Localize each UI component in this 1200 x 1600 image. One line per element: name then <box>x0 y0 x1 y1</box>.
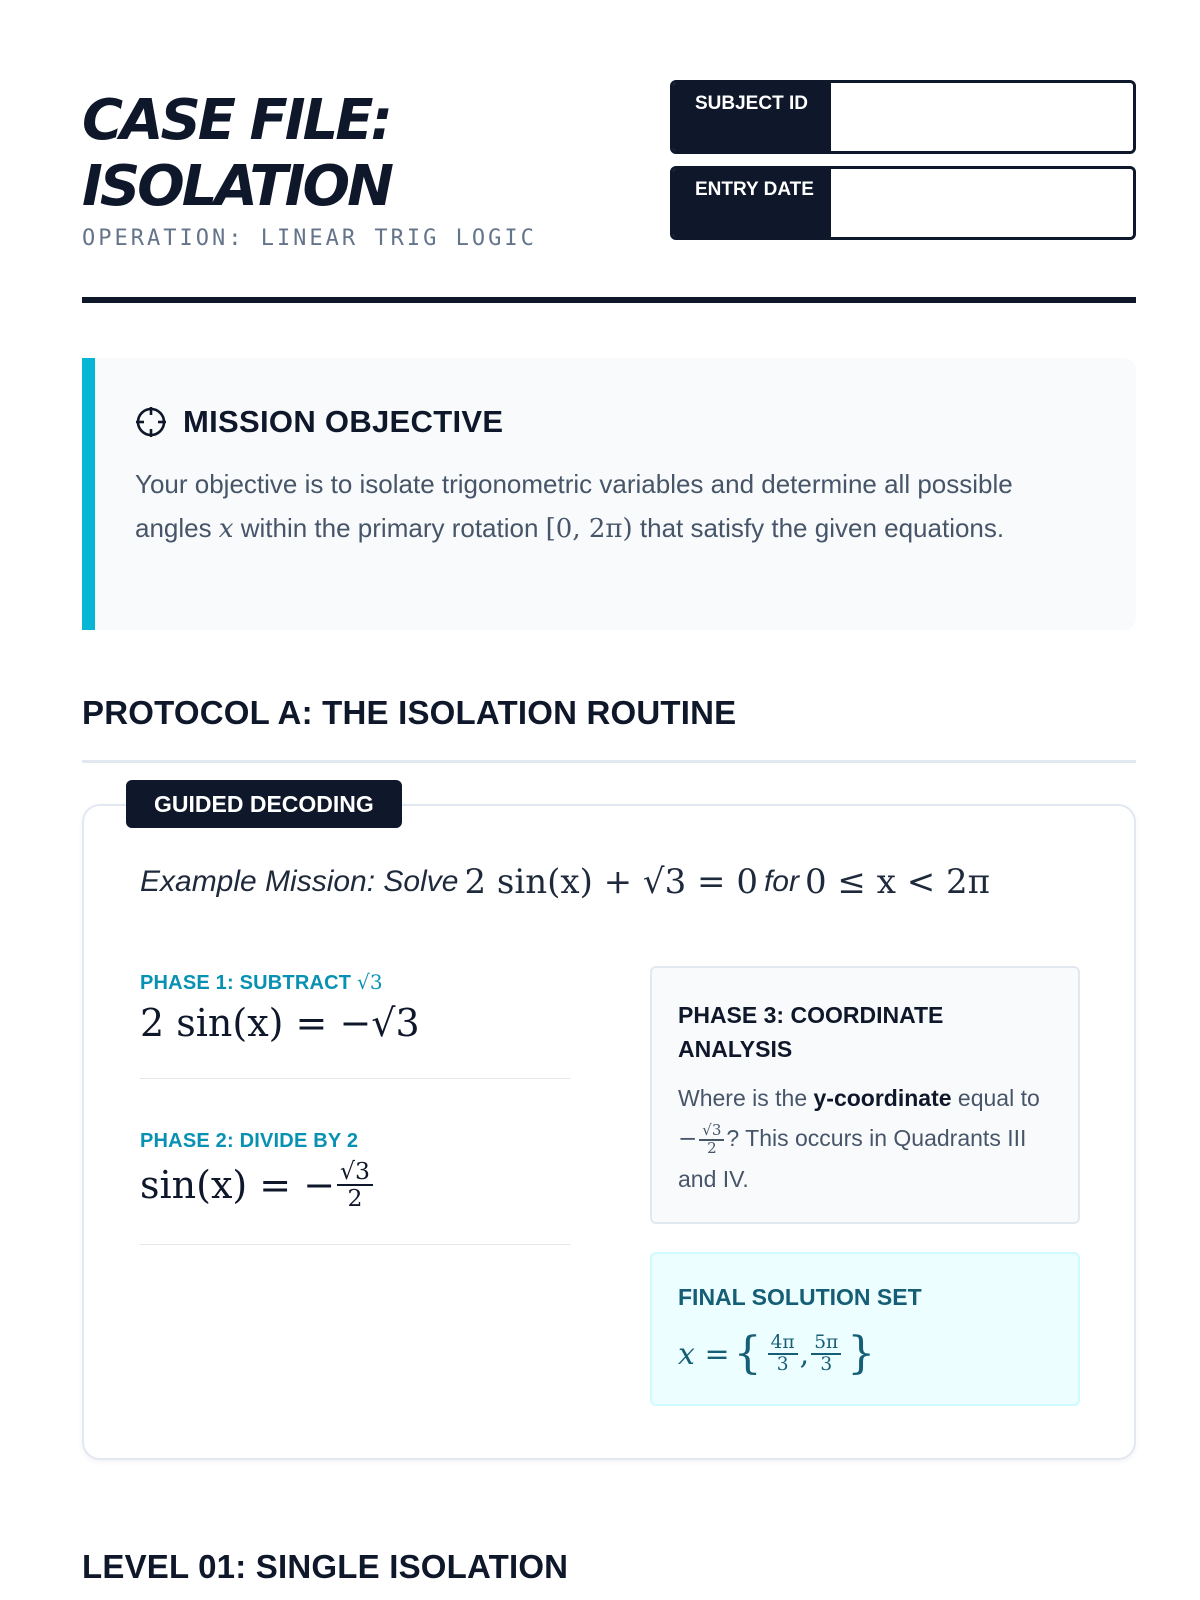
phase-1 <box>140 970 570 1045</box>
math-interval: [0, 2π) <box>545 514 633 544</box>
mission-title: MISSION OBJECTIVE <box>183 404 504 439</box>
phase-2-equation: sin(x) = − $\frac{√3}{2}$ <box>140 1159 570 1210</box>
final-solution-panel <box>650 1252 1080 1406</box>
phase-2 <box>140 1130 570 1210</box>
example-equation: 2 sin(x) + √3 = 0 <box>464 862 758 902</box>
subject-id-input[interactable] <box>831 83 1133 151</box>
subject-id-label: SUBJECT ID <box>673 83 831 151</box>
solution-fraction: $\frac{5\pi}{3}$ <box>811 1333 841 1374</box>
mission-objective-panel <box>82 358 1136 630</box>
phase-1-label: PHASE 1: SUBTRACT √3 <box>140 970 383 994</box>
entry-date-field[interactable] <box>670 166 1136 240</box>
phase-1-equation: 2 sin(x) = −√3 <box>140 1001 420 1045</box>
subject-id-field[interactable] <box>670 80 1136 154</box>
case-header <box>82 80 1136 302</box>
entry-date-input[interactable] <box>831 169 1133 237</box>
protocol-divider <box>82 760 1136 763</box>
math-variable: x <box>218 514 234 544</box>
page-title: CASE FILE: ISOLATION <box>82 88 391 219</box>
phase-2-divider <box>140 1244 570 1245</box>
protocol-heading: PROTOCOL A: THE ISOLATION ROUTINE <box>82 694 737 731</box>
fraction: $\frac{√3}{2}$ <box>699 1123 724 1157</box>
example-range: 0 ≤ x < 2π <box>804 862 990 902</box>
level-heading: LEVEL 01: SINGLE ISOLATION <box>82 1548 569 1585</box>
page-subtitle: OPERATION: LINEAR TRIG LOGIC <box>82 226 537 251</box>
phase-3-panel <box>650 966 1080 1224</box>
crosshair-icon <box>135 406 167 438</box>
header-divider <box>82 297 1136 303</box>
phase-2-label: PHASE 2: DIVIDE BY 2 <box>140 1130 359 1152</box>
entry-date-label: ENTRY DATE <box>673 169 831 237</box>
final-solution-title: FINAL SOLUTION SET <box>678 1284 922 1310</box>
mission-heading <box>135 404 503 440</box>
final-solution-equation: x = { $\frac{4\pi}{3}$ , $\frac{5\pi}{3}$ } <box>678 1328 876 1379</box>
example-mission: Example Mission: Solve 2 sin(x) + √3 = 0 for 0 ≤ x < 2π <box>140 862 990 902</box>
fraction: $\frac{√3}{2}$ <box>337 1159 373 1210</box>
mission-text: Your objective is to isolate trigonometric variables and determine all possible angles x within the primary rotation [0, 2π) that satisfy the given equations. <box>135 469 1013 544</box>
guided-decoding-tag: GUIDED DECODING <box>126 780 402 828</box>
phase-1-divider <box>140 1078 570 1079</box>
phase-3-title: PHASE 3: COORDINATE ANALYSIS <box>678 1002 944 1062</box>
solution-fraction: $\frac{4\pi}{3}$ <box>768 1333 798 1374</box>
phase-3-text: Where is the y-coordinate equal to − $\frac{√3}{2}$ ? This occurs in Quadrants III and IV. <box>678 1085 1040 1192</box>
